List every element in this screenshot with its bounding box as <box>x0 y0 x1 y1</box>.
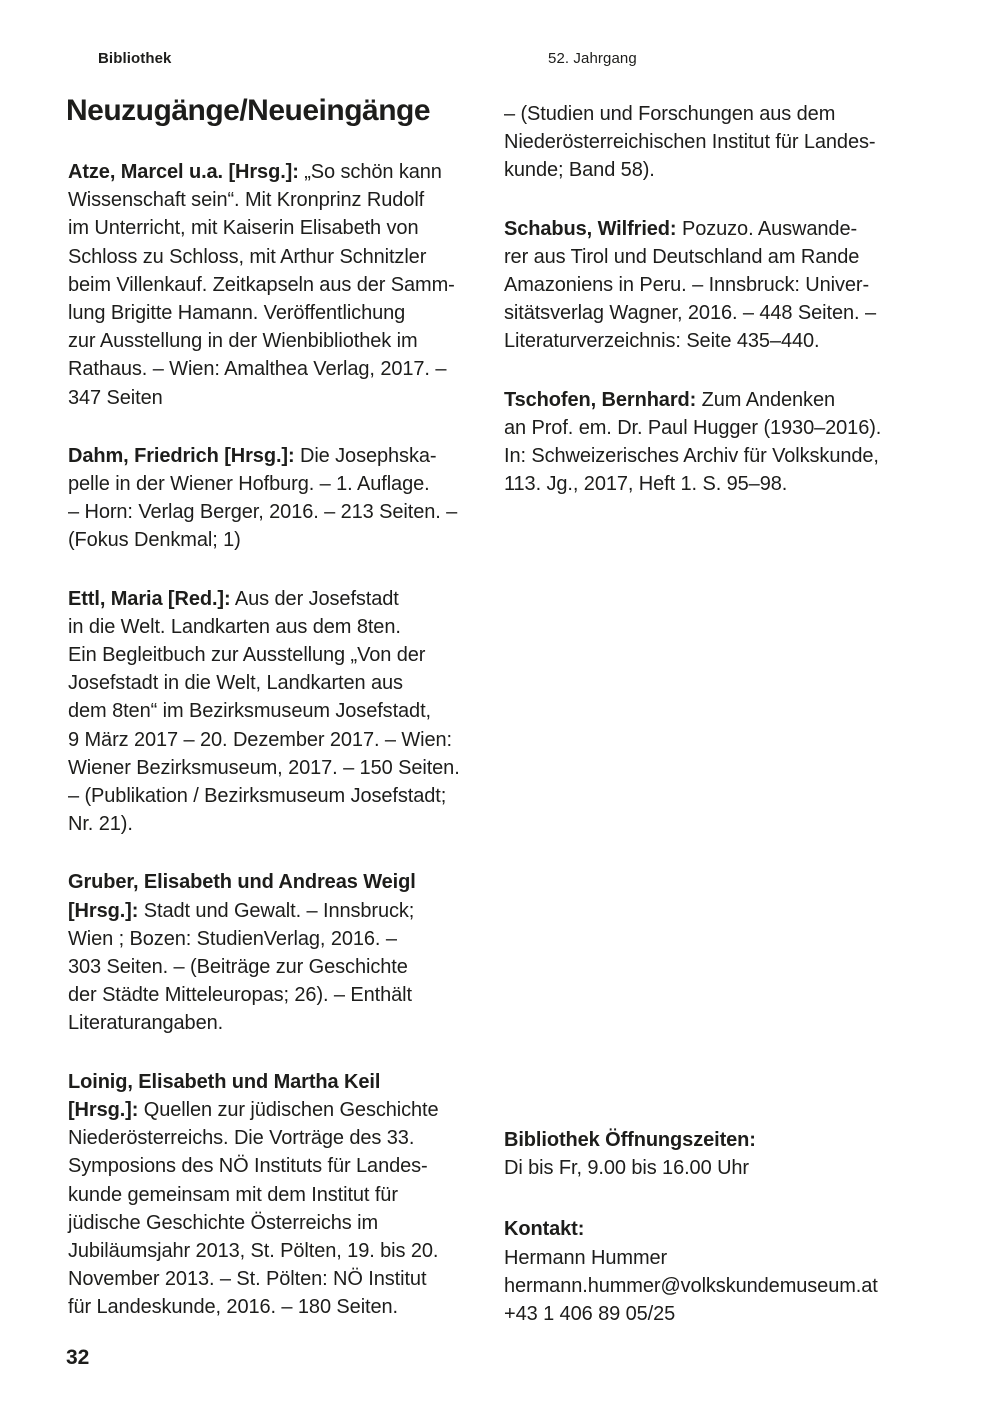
entry-line <box>504 1154 954 1182</box>
entry-text: zur Ausstellung in der Wienbibliothek im <box>68 330 418 353</box>
entry-line <box>68 754 508 782</box>
entry-line <box>68 726 508 754</box>
entry-line <box>504 327 954 355</box>
entry-line <box>504 100 954 128</box>
entry-text: rer aus Tirol und Deutschland am Rande <box>504 245 860 268</box>
entry-text: Die Josephska- <box>294 444 437 467</box>
entry-text: hermann.hummer@volkskundemuseum.at <box>504 1274 878 1297</box>
entry-line <box>68 470 508 498</box>
entry-dahm <box>68 442 508 555</box>
entry-line <box>504 243 954 271</box>
entry-text: im Unterricht, mit Kaiserin Elisabeth von <box>68 217 419 240</box>
entry-text: Zum Andenken <box>696 388 835 411</box>
entry-text: 9 März 2017 – 20. Dezember 2017. – Wien: <box>68 728 452 751</box>
entry-line <box>504 386 954 414</box>
entry-line <box>68 925 508 953</box>
entry-line <box>504 1215 954 1243</box>
entry-text: Wiener Bezirksmuseum, 2017. – 150 Seiten. <box>68 756 460 779</box>
entry-text: Di bis Fr, 9.00 bis 16.00 Uhr <box>504 1157 749 1180</box>
entry-schabus <box>504 215 954 356</box>
entry-line <box>68 498 508 526</box>
entry-text: Hermann Hummer <box>504 1246 668 1269</box>
entry-text: sitätsverlag Wagner, 2016. – 448 Seiten. – <box>504 302 876 325</box>
entry-bold-text: Tschofen, Bernhard: <box>504 388 697 411</box>
entry-text: der Städte Mitteleuropas; 26). – Enthält <box>68 984 412 1007</box>
library-hours <box>504 1126 954 1182</box>
entry-text: – (Studien und Forschungen aus dem <box>504 103 836 125</box>
page-title: Neuzugänge/Neueingänge <box>66 94 431 127</box>
entry-text: Wien ; Bozen: StudienVerlag, 2016. – <box>68 927 397 950</box>
entry-line <box>68 526 508 554</box>
entry-bold-text: Ettl, Maria [Red.]: <box>68 587 231 610</box>
entry-text: 303 Seiten. – (Beiträge zur Geschichte <box>68 956 408 979</box>
entry-text: 113. Jg., 2017, Heft 1. S. 95–98. <box>504 473 788 496</box>
entry-line <box>68 327 508 355</box>
entry-gruber <box>68 868 508 1037</box>
entry-text: in die Welt. Landkarten aus dem 8ten. <box>68 615 401 638</box>
entry-text: an Prof. em. Dr. Paul Hugger (1930–2016). <box>504 416 882 439</box>
entry-text: In: Schweizerisches Archiv für Volkskunde, <box>504 445 879 468</box>
entry-text: Josefstadt in die Welt, Landkarten aus <box>68 672 403 695</box>
entry-line <box>504 215 954 243</box>
entry-line <box>68 810 508 838</box>
entry-line <box>68 1237 508 1265</box>
entry-bold-text: Bibliothek Öffnungszeiten: <box>504 1129 756 1151</box>
entry-line <box>68 1124 508 1152</box>
entry-line <box>68 1293 508 1321</box>
entry-line <box>504 271 954 299</box>
entry-text: kunde; Band 58). <box>504 159 655 182</box>
entry-text: jüdische Geschichte Österreichs im <box>68 1211 379 1234</box>
entry-text: Quellen zur jüdischen Geschichte <box>138 1098 439 1121</box>
running-header-volume: 52. Jahrgang <box>548 50 637 67</box>
entry-line <box>68 355 508 383</box>
entry-line <box>68 1181 508 1209</box>
entry-text: Schloss zu Schloss, mit Arthur Schnitzler <box>68 245 427 268</box>
entry-text: beim Villenkauf. Zeitkapseln aus der Samm- <box>68 273 455 296</box>
entry-line <box>68 613 508 641</box>
entry-line <box>68 1265 508 1293</box>
entry-line <box>68 442 508 470</box>
entry-line <box>504 1300 954 1328</box>
entry-text: Ein Begleitbuch zur Ausstellung „Von der <box>68 644 426 667</box>
entry-line <box>68 782 508 810</box>
entry-bold-text: Kontakt: <box>504 1218 585 1241</box>
running-header-section: Bibliothek <box>98 50 172 67</box>
entry-bold-text: Schabus, Wilfried: <box>504 217 677 240</box>
entry-line <box>68 384 508 412</box>
entry-line <box>68 243 508 271</box>
entry-text: Rathaus. – Wien: Amalthea Verlag, 2017. – <box>68 358 447 381</box>
entry-text: – Horn: Verlag Berger, 2016. – 213 Seiten. – <box>68 501 458 524</box>
entry-line <box>68 868 508 896</box>
entry-line <box>68 585 508 613</box>
entry-line <box>68 981 508 1009</box>
entry-line <box>68 1152 508 1180</box>
entry-line <box>504 1126 954 1154</box>
entry-line <box>504 1272 954 1300</box>
entry-text: Nr. 21). <box>68 813 133 836</box>
entry-text: November 2013. – St. Pölten: NÖ Institut <box>68 1268 427 1291</box>
entry-text: Amazoniens in Peru. – Innsbruck: Univer- <box>504 274 870 297</box>
entry-line <box>68 669 508 697</box>
left-column <box>68 158 508 1352</box>
entry-text: Pozuzo. Auswande- <box>676 217 858 240</box>
entry-text: Niederösterreichischen Institut für Landes- <box>504 131 876 154</box>
entry-line <box>504 156 954 184</box>
entry-line <box>504 470 954 498</box>
entry-bold-text: Gruber, Elisabeth und Andreas Weigl <box>68 871 416 894</box>
entry-text: Symposions des NÖ Instituts für Landes- <box>68 1155 428 1178</box>
entry-line <box>504 442 954 470</box>
entry-line <box>68 299 508 327</box>
entry-text: Wissenschaft sein“. Mit Kronprinz Rudolf <box>68 189 425 212</box>
page-number: 32 <box>66 1346 90 1369</box>
entry-line <box>68 953 508 981</box>
entry-line <box>68 697 508 725</box>
entry-line <box>68 641 508 669</box>
entry-line <box>504 299 954 327</box>
entry-text: „So schön kann <box>298 161 442 183</box>
contact-info-section <box>504 1126 954 1361</box>
entry-line <box>504 414 954 442</box>
entry-line <box>68 1096 508 1124</box>
entry-text: 347 Seiten <box>68 386 163 409</box>
entry-text: lung Brigitte Hamann. Veröffentlichung <box>68 302 406 325</box>
entry-text: pelle in der Wiener Hofburg. – 1. Auflage. <box>68 473 430 496</box>
entry-line <box>68 214 508 242</box>
entry-line <box>68 158 508 186</box>
right-column <box>504 100 954 528</box>
entry-bold-text: Atze, Marcel u.a. [Hrsg.]: <box>68 161 299 183</box>
entry-ettl <box>68 585 508 839</box>
entry-text: Jubiläumsjahr 2013, St. Pölten, 19. bis 20. <box>68 1239 439 1262</box>
entry-text: (Fokus Denkmal; 1) <box>68 529 241 552</box>
entry-text: Niederösterreichs. Die Vorträge des 33. <box>68 1127 415 1150</box>
entry-line <box>68 271 508 299</box>
entry-line <box>68 1068 508 1096</box>
entry-text: dem 8ten“ im Bezirksmuseum Josefstadt, <box>68 700 431 723</box>
entry-bold-text: Loinig, Elisabeth und Martha Keil <box>68 1070 381 1093</box>
entry-line <box>68 897 508 925</box>
entry-loinig-continuation <box>504 100 954 185</box>
entry-bold-text: [Hrsg.]: <box>68 1098 139 1121</box>
entry-text: kunde gemeinsam mit dem Institut für <box>68 1183 398 1206</box>
entry-text: Literaturangaben. <box>68 1012 224 1035</box>
library-contact <box>504 1215 954 1328</box>
entry-tschofen <box>504 386 954 499</box>
entry-atze <box>68 158 508 412</box>
entry-line <box>504 1244 954 1272</box>
entry-line <box>68 186 508 214</box>
entry-bold-text: [Hrsg.]: <box>68 899 139 922</box>
entry-text: Aus der Josefstadt <box>230 587 399 610</box>
entry-text: – (Publikation / Bezirksmuseum Josefstadt; <box>68 785 447 808</box>
entry-bold-text: Dahm, Friedrich [Hrsg.]: <box>68 444 295 467</box>
entry-text: Stadt und Gewalt. – Innsbruck; <box>138 899 415 922</box>
entry-loinig <box>68 1068 508 1322</box>
entry-line <box>68 1009 508 1037</box>
entry-line <box>504 128 954 156</box>
entry-text: für Landeskunde, 2016. – 180 Seiten. <box>68 1296 398 1319</box>
entry-line <box>68 1209 508 1237</box>
entry-text: Literaturverzeichnis: Seite 435–440. <box>504 330 820 353</box>
entry-text: +43 1 406 89 05/25 <box>504 1303 676 1326</box>
